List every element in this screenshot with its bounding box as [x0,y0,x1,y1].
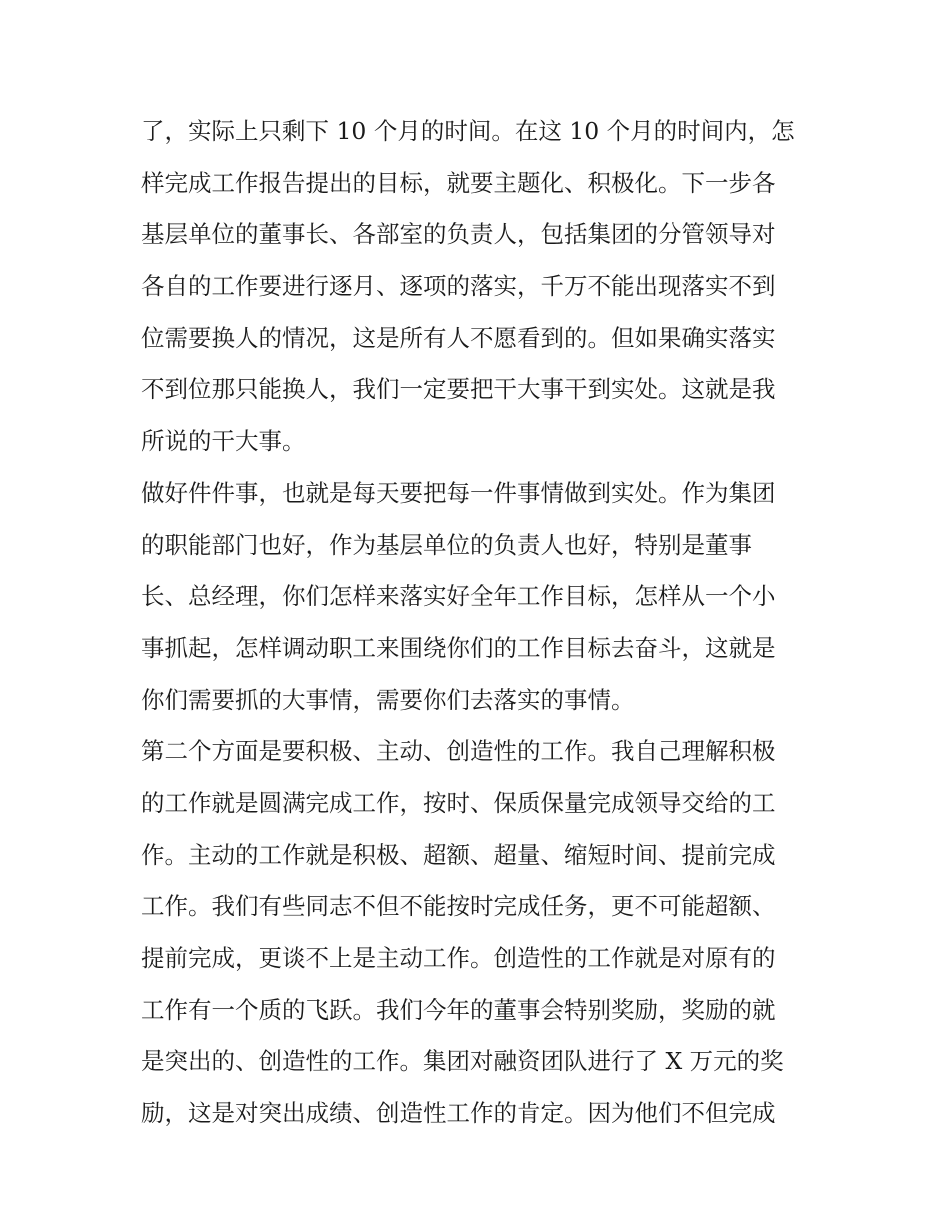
text-line: 位需要换人的情况，这是所有人不愿看到的。但如果确实落实 [141,323,776,352]
text-line: 的工作就是圆满完成工作，按时、保质保量完成领导交给的工 [141,788,776,817]
text-line: 提前完成，更谈不上是主动工作。创造性的工作就是对原有的 [141,944,776,972]
text-line: 不到位那只能换人，我们一定要把干大事干到实处。这就是我 [141,375,776,404]
text-line: 事抓起，怎样调动职工来围绕你们的工作目标去奋斗，这就是 [141,633,776,662]
text-line: 做好件件事，也就是每天要把每一件事情做到实处。作为集团 [141,478,776,507]
text-line: 励，这是对突出成绩、创造性工作的肯定。因为他们不但完成 [141,1099,776,1128]
body-text [141,106,821,1140]
text-line: 工作有一个质的飞跃。我们今年的董事会特别奖励，奖励的就 [141,995,776,1024]
text-line: 基层单位的董事长、各部室的负责人，包括集团的分管领导对 [141,220,776,249]
text-line: 作。主动的工作就是积极、超额、超量、缩短时间、提前完成 [141,840,776,869]
text-line: 长、总经理，你们怎样来落实好全年工作目标，怎样从一个小 [141,582,776,611]
text-line: 第二个方面是要积极、主动、创造性的工作。我自己理解积极 [141,737,776,766]
text-line: 样完成工作报告提出的目标，就要主题化、积极化。下一步各 [141,168,776,197]
text-line: 了，实际上只剩下 10 个月的时间。在这 10 个月的时间内，怎 [141,117,795,145]
text-line: 所说的干大事。 [141,427,306,456]
text-line: 工作。我们有些同志不但不能按时完成任务，更不可能超额、 [141,892,776,921]
text-line: 是突出的、创造性的工作。集团对融资团队进行了 X 万元的奖 [141,1047,784,1076]
text-line: 的职能部门也好，作为基层单位的负责人也好，特别是董事 [141,530,752,559]
text-line: 你们需要抓的大事情，需要你们去落实的事情。 [141,685,635,714]
text-line: 各自的工作要进行逐月、逐项的落实，千万不能出现落实不到 [141,272,776,301]
